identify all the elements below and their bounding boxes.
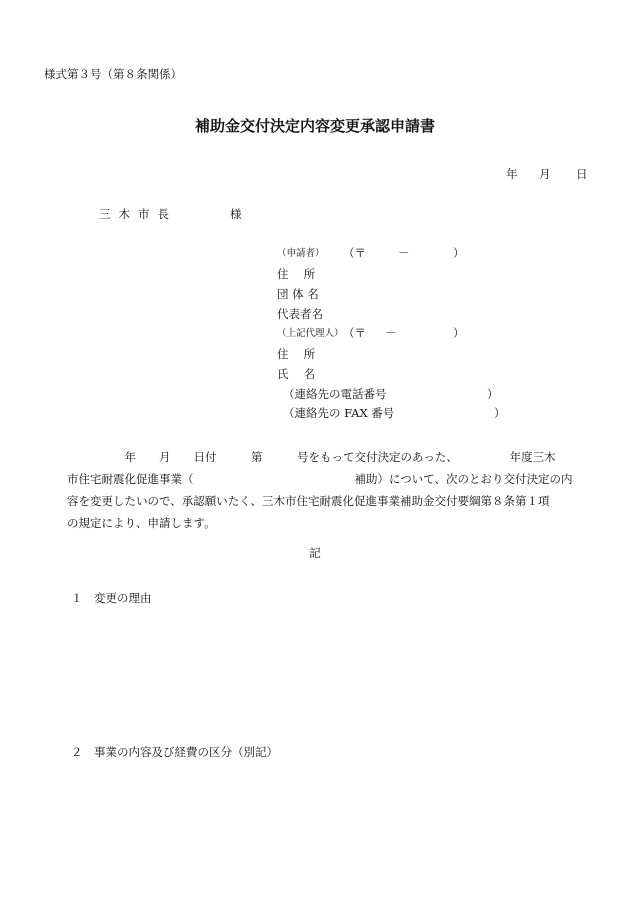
form-number: 様式第３号（第８条関係）: [44, 67, 182, 81]
application-body: [67, 446, 573, 534]
applicant-address-label: 住 所: [277, 267, 316, 281]
date-year-label: 年: [506, 167, 518, 181]
body-line-1: 年 月 日付 第 号をもって交付決定のあった、 年度三木: [67, 450, 556, 464]
agent-name-label: 氏 名: [277, 367, 316, 381]
date-month-label: 月: [539, 167, 551, 181]
contact-tel-close: ）: [487, 387, 499, 401]
agent-postal-dash: －: [385, 326, 397, 340]
applicant-rep-label: 代表者名: [277, 307, 323, 321]
addressee-honorific: 様: [230, 207, 242, 221]
page-title: 補助金交付決定内容変更承認申請書: [194, 117, 435, 135]
contact-fax-close: ）: [494, 406, 506, 420]
contact-tel-label: （連絡先の電話番号: [283, 387, 387, 401]
applicant-postal-close: ）: [453, 246, 465, 260]
date-day-label: 日: [576, 167, 588, 181]
agent-label: （上記代理人）: [277, 328, 344, 339]
agent-postal-close: ）: [453, 326, 465, 340]
body-line-2: 市住宅耐震化促進事業（ 補助）について、次のとおり交付決定の内: [67, 472, 573, 486]
applicant-label: （申請者）: [277, 248, 325, 259]
agent-postal-open: （〒: [343, 326, 366, 340]
contact-fax-label: （連絡先の FAX 番号: [283, 406, 395, 420]
agent-address-label: 住 所: [277, 347, 316, 361]
ki-heading: 記: [309, 546, 321, 560]
applicant-postal-dash: －: [398, 246, 410, 260]
applicant-org-label: 団 体 名: [277, 287, 319, 301]
applicant-postal-open: （〒: [343, 246, 366, 260]
item-change-reason: １ 変更の理由: [71, 591, 152, 605]
body-line-3: 容を変更したいので、承認願いたく、三木市住宅耐震化促進事業補助金交付要綱第８条第１項: [67, 494, 550, 508]
addressee-name: 三木市長: [99, 207, 177, 221]
body-line-4: の規定により、申請します。: [67, 516, 216, 530]
item-project-details: ２ 事業の内容及び経費の区分（別記）: [71, 745, 278, 759]
